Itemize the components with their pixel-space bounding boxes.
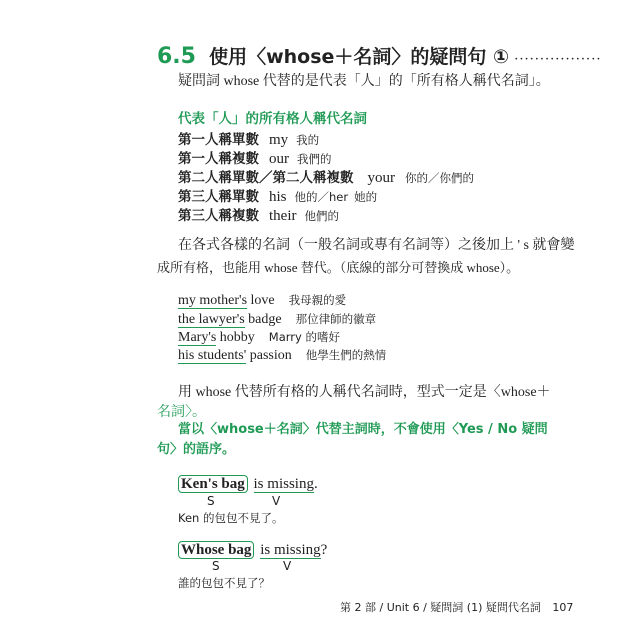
verb-underline: is missing	[260, 542, 321, 558]
subject-marker: S	[212, 559, 220, 573]
section-number: 6.5	[157, 44, 196, 69]
subject-box: Whose bag	[178, 541, 254, 559]
section-title	[157, 42, 601, 69]
page-number: 107	[552, 601, 574, 614]
note-line-1: 當以〈whose＋名詞〉代替主詞時，不會使用〈Yes / No 疑問	[178, 422, 548, 437]
pronoun-row: 第二人稱單數／第二人稱複數 your 你的／你們的	[178, 170, 474, 186]
pronoun-row: 第一人稱單數 my 我的	[178, 132, 320, 148]
section-heading: 使用〈whose＋名詞〉的疑問句 ①	[209, 46, 510, 68]
example-sentence-2: Whose bag is missing?	[178, 542, 327, 559]
rule-line-1: 用 whose 代替所有格的人稱代名詞時，型式一定是〈whose＋	[178, 385, 551, 400]
pronoun-row: 第一人稱複數 our 我們的	[178, 151, 332, 167]
example-item: Mary's hobby Marry 的嗜好	[178, 330, 340, 345]
rule-line-2: 名詞〉。	[157, 405, 206, 420]
intro-text: 疑問詞 whose 代替的是代表「人」的「所有格人稱代名詞」。	[178, 74, 550, 89]
subject-marker: S	[207, 494, 215, 508]
note-line-2: 句〉的語序。	[157, 442, 236, 457]
explanation-line-2: 成所有格，也能用 whose 替代。（底線的部分可替換成 whose）。	[157, 260, 520, 275]
pronoun-row: 第三人稱複數 their 他們的	[178, 208, 339, 224]
example-item: my mother's love 我母親的愛	[178, 293, 347, 308]
example-item: his students' passion 他學生們的熱情	[178, 348, 387, 363]
explanation-line-1: 在各式各樣的名詞（一般名詞或專有名詞等）之後加上 ' s 就會變	[178, 238, 575, 253]
verb-marker: V	[283, 559, 292, 573]
verb-underline: is missing	[253, 476, 314, 492]
verb-marker: V	[272, 494, 281, 508]
example-sentence-1: Ken's bag is missing.	[178, 476, 318, 493]
page-footer	[340, 599, 573, 615]
title-leader-dots: ·················	[514, 52, 602, 67]
sentence-translation: Ken 的包包不見了。	[178, 511, 284, 525]
subject-box: Ken's bag	[178, 475, 248, 493]
pronoun-row: 第三人稱單數 his 他的／her 她的	[178, 189, 378, 205]
sentence-translation: 誰的包包不見了？	[178, 576, 270, 590]
example-item: the lawyer's badge 那位律師的徽章	[178, 312, 377, 327]
footer-breadcrumb: 第 2 部 / Unit 6 / 疑問詞 (1) 疑問代名詞	[340, 601, 541, 614]
pronoun-table-heading: 代表「人」的所有格人稱代名詞	[178, 111, 367, 127]
